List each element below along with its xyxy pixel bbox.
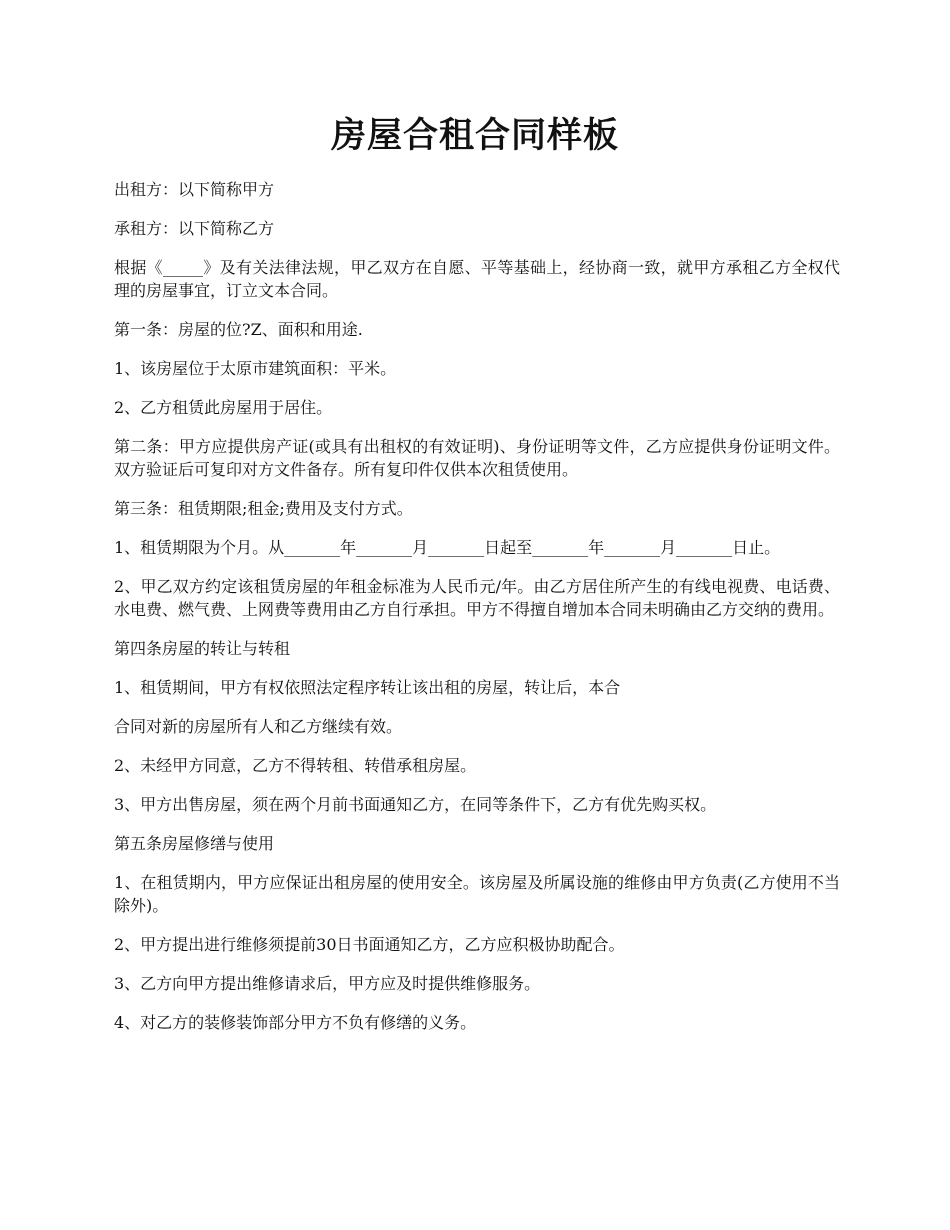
article-3-item-1: 1、租赁期限为个月。从_______年_______月_______日起至_______年_______月_______日止。 (114, 538, 781, 557)
article-3-heading: 第三条：租赁期限;租金;费用及支付方式。 (114, 499, 413, 518)
article-5-item-4: 4、对乙方的装修装饰部分甲方不负有修缮的义务。 (114, 1013, 477, 1032)
article-5-item-3: 3、乙方向甲方提出维修请求后，甲方应及时提供维修服务。 (114, 974, 541, 993)
article-4-item-2: 2、未经甲方同意，乙方不得转租、转借承租房屋。 (114, 756, 477, 775)
preamble: 根据《_____》及有关法律法规，甲乙双方在自愿、平等基础上，经协商一致，就甲方承租乙方全权代理的房屋事宜，订立文本合同。 (114, 258, 840, 300)
article-5-item-1: 1、在租赁期内，甲方应保证出租房屋的使用安全。该房屋及所属设施的维修由甲方负责(乙方使用不当除外)。 (114, 873, 840, 915)
article-4-item-1: 1、租赁期间，甲方有权依照法定程序转让该出租的房屋，转让后，本合 (114, 678, 621, 697)
article-3-item-2: 2、甲乙双方约定该租赁房屋的年租金标准为人民币元/年。由乙方居住所产生的有线电视费、电话费、水电费、燃气费、上网费等费用由乙方自行承担。甲方不得擅自增加本合同未明确由乙方交纳的费用。 (114, 577, 840, 619)
article-4-item-3: 3、甲方出售房屋，须在两个月前书面通知乙方，在同等条件下，乙方有优先购买权。 (114, 795, 717, 814)
article-1-item-1: 1、该房屋位于太原市建筑面积：平米。 (114, 359, 397, 378)
article-5-heading: 第五条房屋修缮与使用 (114, 834, 275, 853)
document-title: 房屋合租合同样板 (330, 115, 619, 156)
document-body (114, 178, 840, 1050)
article-4-heading: 第四条房屋的转让与转租 (114, 639, 291, 658)
article-5-item-2: 2、甲方提出进行维修须提前30日书面通知乙方，乙方应积极协助配合。 (114, 935, 625, 954)
party-lessee: 承租方：以下简称乙方 (114, 219, 275, 238)
article-1-item-2: 2、乙方租赁此房屋用于居住。 (114, 398, 333, 417)
party-lessor: 出租方：以下简称甲方 (114, 180, 275, 199)
article-2: 第二条：甲方应提供房产证(或具有出租权的有效证明)、身份证明等文件，乙方应提供身份证明文件。双方验证后可复印对方文件备存。所有复印件仅供本次租赁使用。 (114, 437, 840, 479)
article-1-heading: 第一条：房屋的位?Z、面积和用途. (114, 320, 363, 339)
article-4-item-1-cont: 合同对新的房屋所有人和乙方继续有效。 (114, 717, 403, 736)
